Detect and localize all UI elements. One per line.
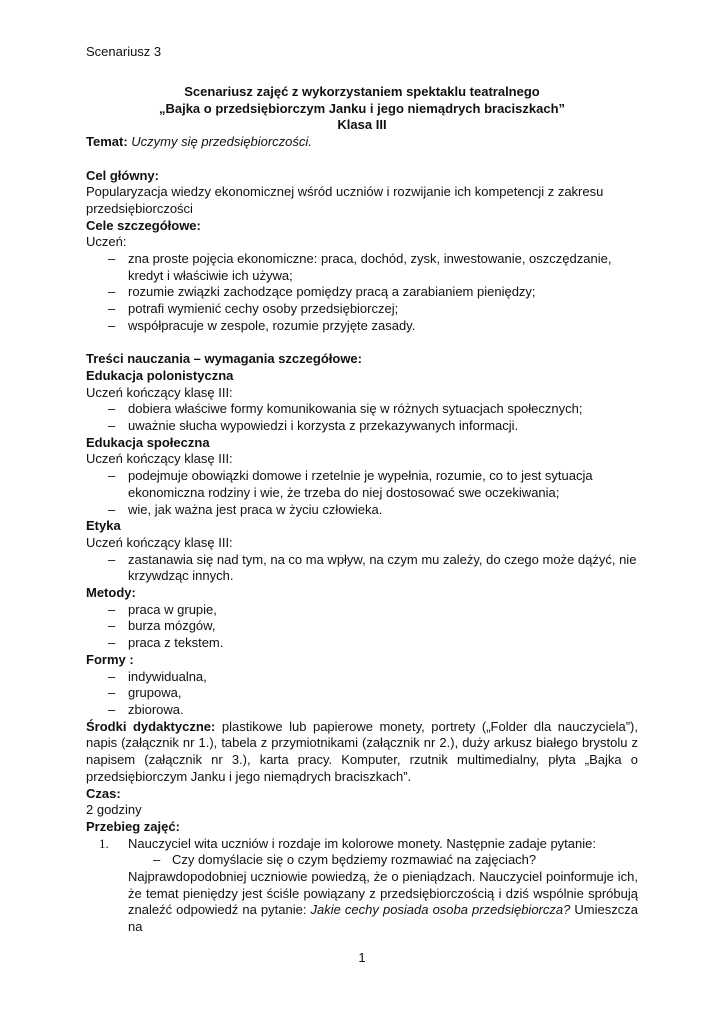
forms-label: Formy : xyxy=(86,651,134,667)
section-heading: Edukacja społeczna xyxy=(86,434,210,450)
list-item: – praca w grupie, xyxy=(108,601,217,617)
page-header: Scenariusz 3 xyxy=(86,44,162,59)
topic-label: Temat: xyxy=(86,134,128,150)
list-item: – burza mózgów, xyxy=(108,618,216,634)
page-number: 1 xyxy=(358,950,366,965)
lesson-flow-label: Przebieg zajęć: xyxy=(86,818,180,834)
step-question: – Czy domyślacie się o czym będziemy rozmawiać na zajęciach? xyxy=(153,852,537,868)
step-number: 1. xyxy=(99,835,109,851)
list-item: – wie, jak ważna jest praca w życiu człowieka. xyxy=(108,501,383,517)
list-item: – indywidualna, xyxy=(108,668,207,684)
detailed-goals-label: Cele szczegółowe: xyxy=(86,217,201,233)
section-list xyxy=(86,552,638,585)
main-goal-text: Popularyzacja wiedzy ekonomicznej wśród uczniów i rozwijanie ich kompetencji z zakresu przedsiębiorczości xyxy=(86,184,604,216)
teaching-aids-paragraph xyxy=(86,719,638,786)
section-list xyxy=(86,401,638,434)
topic-line xyxy=(86,134,638,151)
list-item: – potrafi wymienić cechy osoby przedsiębiorczej; xyxy=(108,301,399,317)
list-item: – współpracuje w zespole, rozumie przyjęte zasady. xyxy=(108,317,416,333)
list-item: – podejmuje obowiązki domowe i rzetelnie je wypełnia, rozumie, co to jest sytuacja ekonomiczna rodziny i wie, że trzeba do niej dostosować swe oczekiwania; xyxy=(108,468,593,500)
list-item: – zastanawia się nad tym, na co ma wpływ, na czym mu zależy, do czego może dążyć, nie krzywdząc innych. xyxy=(108,551,637,584)
section-intro: Uczeń kończący klasę III: xyxy=(86,451,233,467)
step-text: Nauczyciel wita uczniów i rozdaje im kolorowe monety. Następnie zadaje pytanie: xyxy=(128,835,596,851)
section-heading: Etyka xyxy=(86,518,121,534)
section-heading: Edukacja polonistyczna xyxy=(86,367,234,383)
teaching-aids-text: plastikowe lub papierowe monety, portrety („Folder dla nauczyciela”), napis (załącznik nr 1.), tabela z przymiotnikami (załącznik nr 2.), duży arkusz białego brystolu z napisem (załącznik nr 3.), karta pracy. Komputer, rzutnik multimedialny, płyta „Bajka o przedsiębiorczym Janku i jego niemądrych braciszkach”. xyxy=(86,718,638,784)
title-line-2: „Bajka o przedsiębiorczym Janku i jego niemądrych braciszkach” xyxy=(158,100,566,116)
detailed-goals-intro: Uczeń: xyxy=(86,234,127,250)
teaching-aids-label: Środki dydaktyczne: xyxy=(86,718,216,734)
section-intro: Uczeń kończący klasę III: xyxy=(86,384,233,400)
content-requirements-label: Treści nauczania – wymagania szczegółowe: xyxy=(86,351,362,367)
methods-list xyxy=(86,602,638,652)
list-item: – praca z tekstem. xyxy=(108,635,224,651)
list-item: – uważnie słucha wypowiedzi i korzysta z przekazywanych informacji. xyxy=(108,418,519,434)
list-item: – rozumie związki zachodzące pomiędzy pracą a zarabianiem pieniędzy; xyxy=(108,284,536,300)
title-line-3: Klasa III xyxy=(337,117,387,133)
section-intro: Uczeń kończący klasę III: xyxy=(86,534,233,550)
detailed-goals-list xyxy=(86,251,638,335)
list-item: – zna proste pojęcia ekonomiczne: praca, dochód, zysk, inwestowanie, oszczędzanie, kredyt i właściwie ich używa; xyxy=(108,251,612,283)
list-item: – dobiera właściwe formy komunikowania się w różnych sytuacjach społecznych; xyxy=(108,401,583,417)
title-line-1: Scenariusz zajęć z wykorzystaniem spektaklu teatralnego xyxy=(184,84,540,99)
lesson-step-1 xyxy=(86,836,638,853)
methods-label: Metody: xyxy=(86,585,136,601)
list-item: – zbiorowa. xyxy=(108,701,184,717)
document-body xyxy=(86,84,638,936)
time-value: 2 godziny xyxy=(86,802,142,818)
list-item: – grupowa, xyxy=(108,685,182,701)
forms-list xyxy=(86,669,638,719)
step-paragraph: Najprawdopodobniej uczniowie powiedzą, że o pieniądzach. Nauczyciel poinformuje ich, że temat pieniędzy jest ściśle powiązany z przedsiębiorczością i dziś wspólnie spróbują znaleźć odpowiedź na pytanie: Jakie cechy posiada osoba przedsiębiorcza? Umieszcza na xyxy=(128,869,638,935)
main-goal-label: Cel główny: xyxy=(86,167,159,183)
topic-value: Uczymy się przedsiębiorczości. xyxy=(131,134,312,150)
section-list xyxy=(86,468,638,518)
time-label: Czas: xyxy=(86,785,121,801)
